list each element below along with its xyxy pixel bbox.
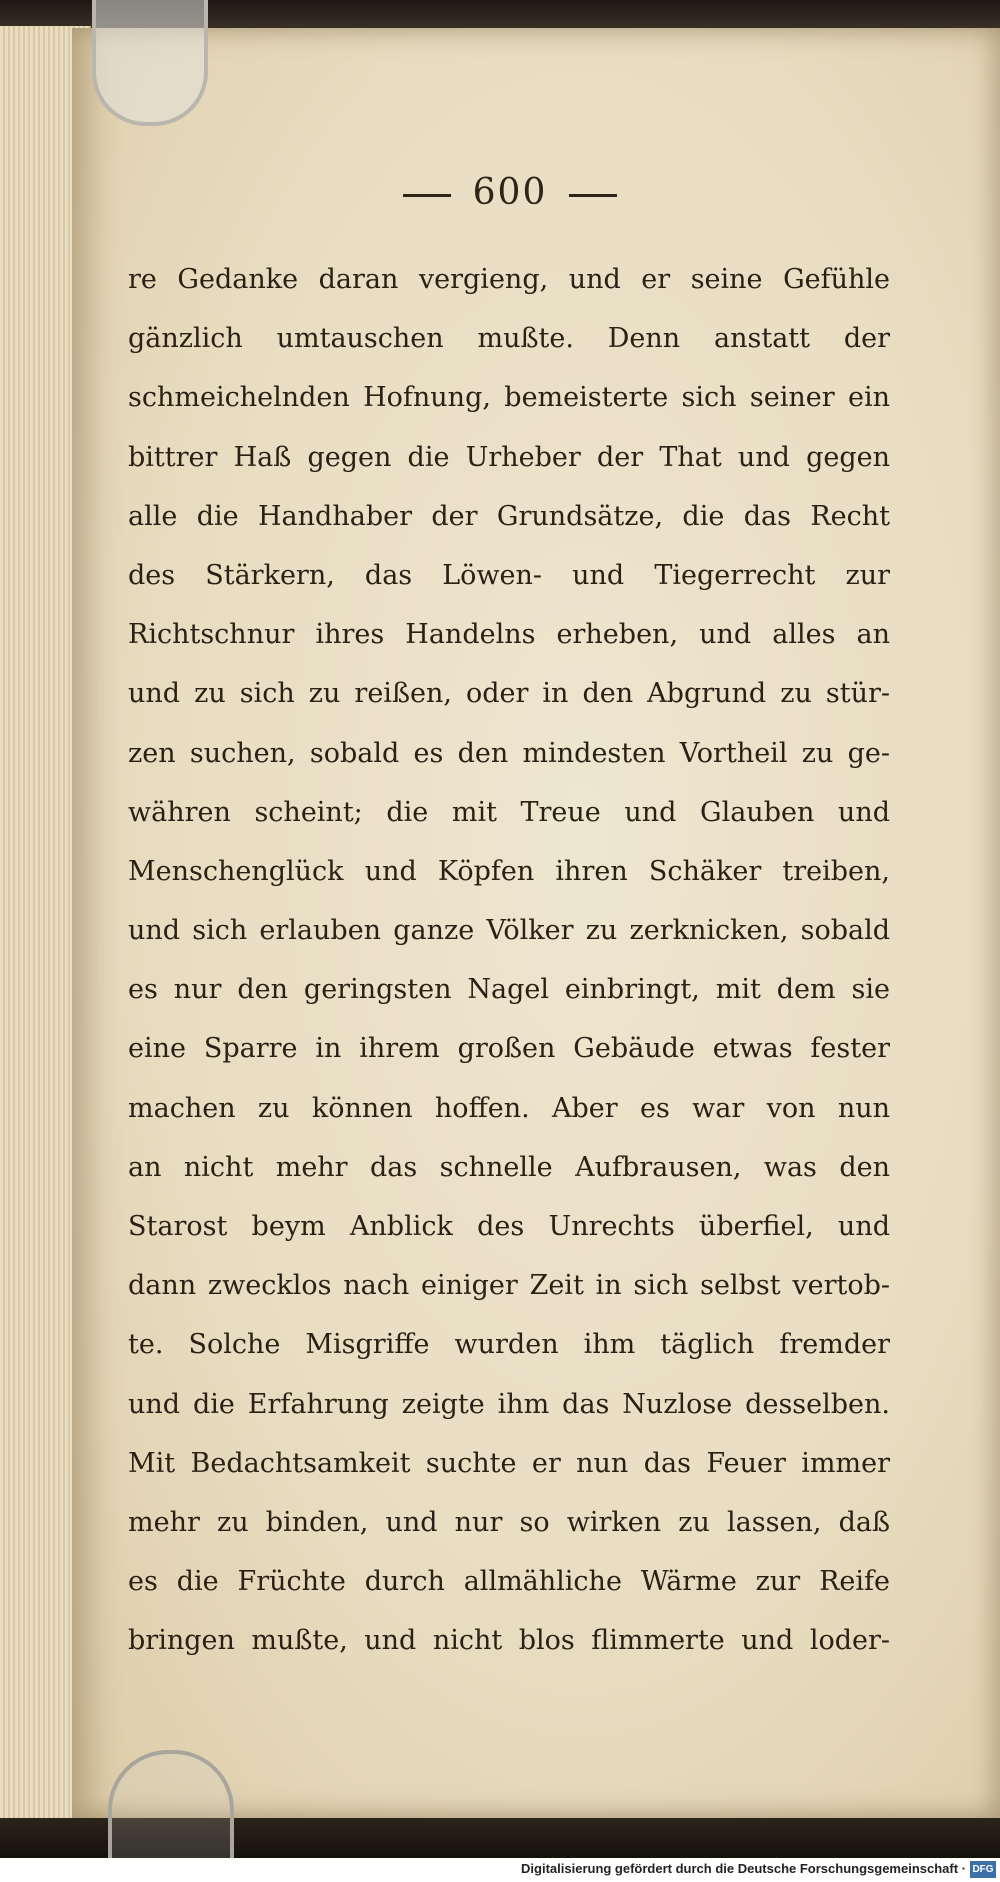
funding-credit: Digitalisierung gefördert durch die Deutsche Forschungsgemeinschaft ·	[521, 1861, 966, 1876]
page-number-value: 600	[472, 172, 548, 213]
page-number-dash-left	[403, 194, 451, 197]
text-line: des Stärkern, das Löwen- und Tiegerrecht zur	[128, 559, 890, 591]
text-line: Menschenglück und Köpfen ihren Schäker treiben,	[128, 855, 890, 887]
text-line: und zu sich zu reißen, oder in den Abgrund zu stür-	[128, 678, 890, 710]
text-line: bittrer Haß gegen die Urheber der That und gegen	[128, 441, 890, 473]
text-line: bringen mußte, und nicht blos flimmerte und loder-	[128, 1625, 890, 1657]
text-line: dann zwecklos nach einiger Zeit in sich selbst vertob-	[128, 1270, 890, 1302]
text-line: mehr zu binden, und nur so wirken zu lassen, daß	[128, 1506, 890, 1538]
body-text	[128, 250, 890, 1671]
digitization-footer	[0, 1858, 1000, 1882]
top-clip-holder	[92, 0, 208, 126]
text-line: an nicht mehr das schnelle Aufbrausen, was den	[128, 1151, 890, 1183]
text-line: und sich erlauben ganze Völker zu zerknicken, sobald	[128, 915, 890, 947]
text-line: und die Erfahrung zeigte ihm das Nuzlose desselben.	[128, 1388, 890, 1420]
page-number	[360, 172, 660, 213]
text-line: zen suchen, sobald es den mindesten Vortheil zu ge-	[128, 737, 890, 769]
text-line: Mit Bedachtsamkeit suchte er nun das Feuer immer	[128, 1447, 890, 1479]
bottom-clip-holder	[108, 1750, 234, 1864]
text-line: machen zu können hoffen. Aber es war von nun	[128, 1092, 890, 1124]
page-number-dash-right	[569, 194, 617, 197]
text-line: es die Früchte durch allmähliche Wärme zur Reife	[128, 1566, 890, 1598]
text-line: eine Sparre in ihrem großen Gebäude etwas fester	[128, 1033, 890, 1065]
text-line: währen scheint; die mit Treue und Glauben und	[128, 796, 890, 828]
text-line: es nur den geringsten Nagel einbringt, mit dem sie	[128, 974, 890, 1006]
text-line: te. Solche Misgriffe wurden ihm täglich fremder	[128, 1329, 890, 1361]
text-line: schmeichelnden Hofnung, bemeisterte sich seiner ein	[128, 382, 890, 414]
text-line: gänzlich umtauschen mußte. Denn anstatt der	[128, 323, 890, 355]
text-line: alle die Handhaber der Grundsätze, die das Recht	[128, 500, 890, 532]
dfg-logo: DFG	[970, 1861, 996, 1878]
text-line: Starost beym Anblick des Unrechts überfiel, und	[128, 1211, 890, 1242]
text-line: re Gedanke daran vergieng, und er seine Gefühle	[128, 264, 890, 295]
text-line: Richtschnur ihres Handelns erheben, und alles an	[128, 619, 890, 651]
